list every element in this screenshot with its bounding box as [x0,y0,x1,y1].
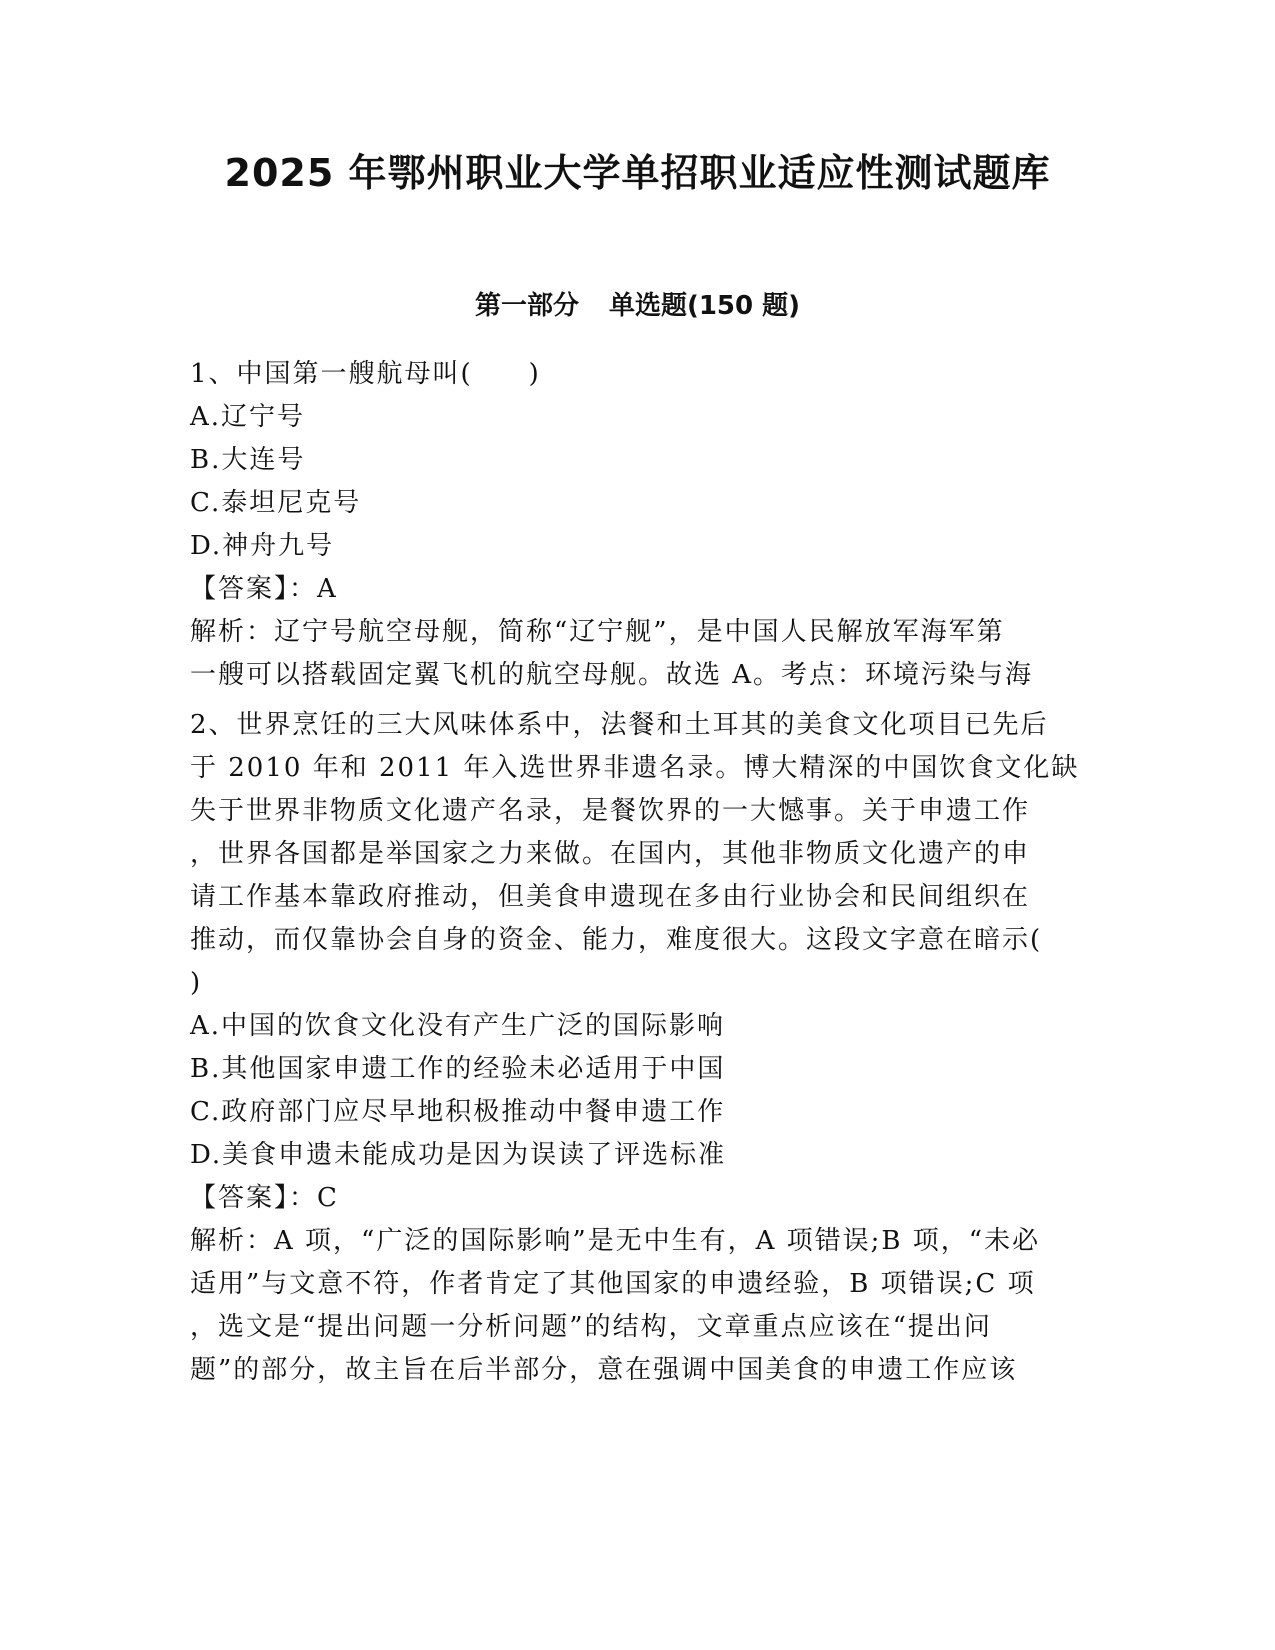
question-list [190,353,1090,1392]
section-title [0,288,1275,324]
question-stem: 于 2010 年和 2011 年入选世界非遗名录。博大精深的中国饮食文化缺 [190,753,1080,783]
question-separator [190,697,1090,704]
analysis-line: 一艘可以搭载固定翼飞机的航空母舰。故选 A。考点：环境污染与海 [190,660,1034,690]
section-part: 第一部分 [474,291,579,321]
analysis-line: 适用”与文意不符，作者肯定了其他国家的申遗经验，B 项错误;C 项 [190,1269,1036,1299]
question-2 [190,704,1090,1392]
option-d: D.神舟九号 [190,531,335,561]
question-stem: 2、世界烹饪的三大风味体系中，法餐和土耳其的美食文化项目已先后 [190,710,1049,740]
answer: 【答案】：A [190,574,338,604]
option-b: B.其他国家申遗工作的经验未必适用于中国 [190,1054,726,1084]
question-stem: 请工作基本靠政府推动，但美食申遗现在多由行业协会和民间组织在 [190,882,1031,912]
question-stem: ，世界各国都是举国家之力来做。在国内，其他非物质文化遗产的申 [190,839,1031,869]
option-d: D.美食申遗未能成功是因为误读了评选标准 [190,1140,727,1170]
question-stem: ) [190,968,203,998]
analysis-line: 解析：辽宁号航空母舰，简称“辽宁舰”，是中国人民解放军海军第 [190,617,1005,647]
analysis-line: 解析：A 项，“广泛的国际影响”是无中生有，A 项错误;B 项，“未必 [190,1226,1041,1256]
analysis-line: 题”的部分，故主旨在后半部分，意在强调中国美食的申遗工作应该 [190,1355,1018,1385]
question-1 [190,353,1090,697]
question-stem: 1、中国第一艘航母叫( ) [190,359,541,389]
analysis-line: ，选文是“提出问题一分析问题”的结构，文章重点应该在“提出问 [190,1312,992,1342]
section-name: 单选题(150 题) [608,291,801,321]
question-stem: 失于世界非物质文化遗产名录，是餐饮界的一大憾事。关于申遗工作 [190,796,1031,826]
option-c: C.政府部门应尽早地积极推动中餐申遗工作 [190,1097,726,1127]
option-c: C.泰坦尼克号 [190,488,362,518]
document-title: 2025 年鄂州职业大学单招职业适应性测试题库 [224,151,1051,195]
answer: 【答案】：C [190,1183,339,1213]
question-stem: 推动，而仅靠协会自身的资金、能力，难度很大。这段文字意在暗示( [190,925,1043,955]
option-a: A.中国的饮食文化没有产生广泛的国际影响 [190,1011,726,1041]
option-a: A.辽宁号 [190,402,306,432]
option-b: B.大连号 [190,445,306,475]
